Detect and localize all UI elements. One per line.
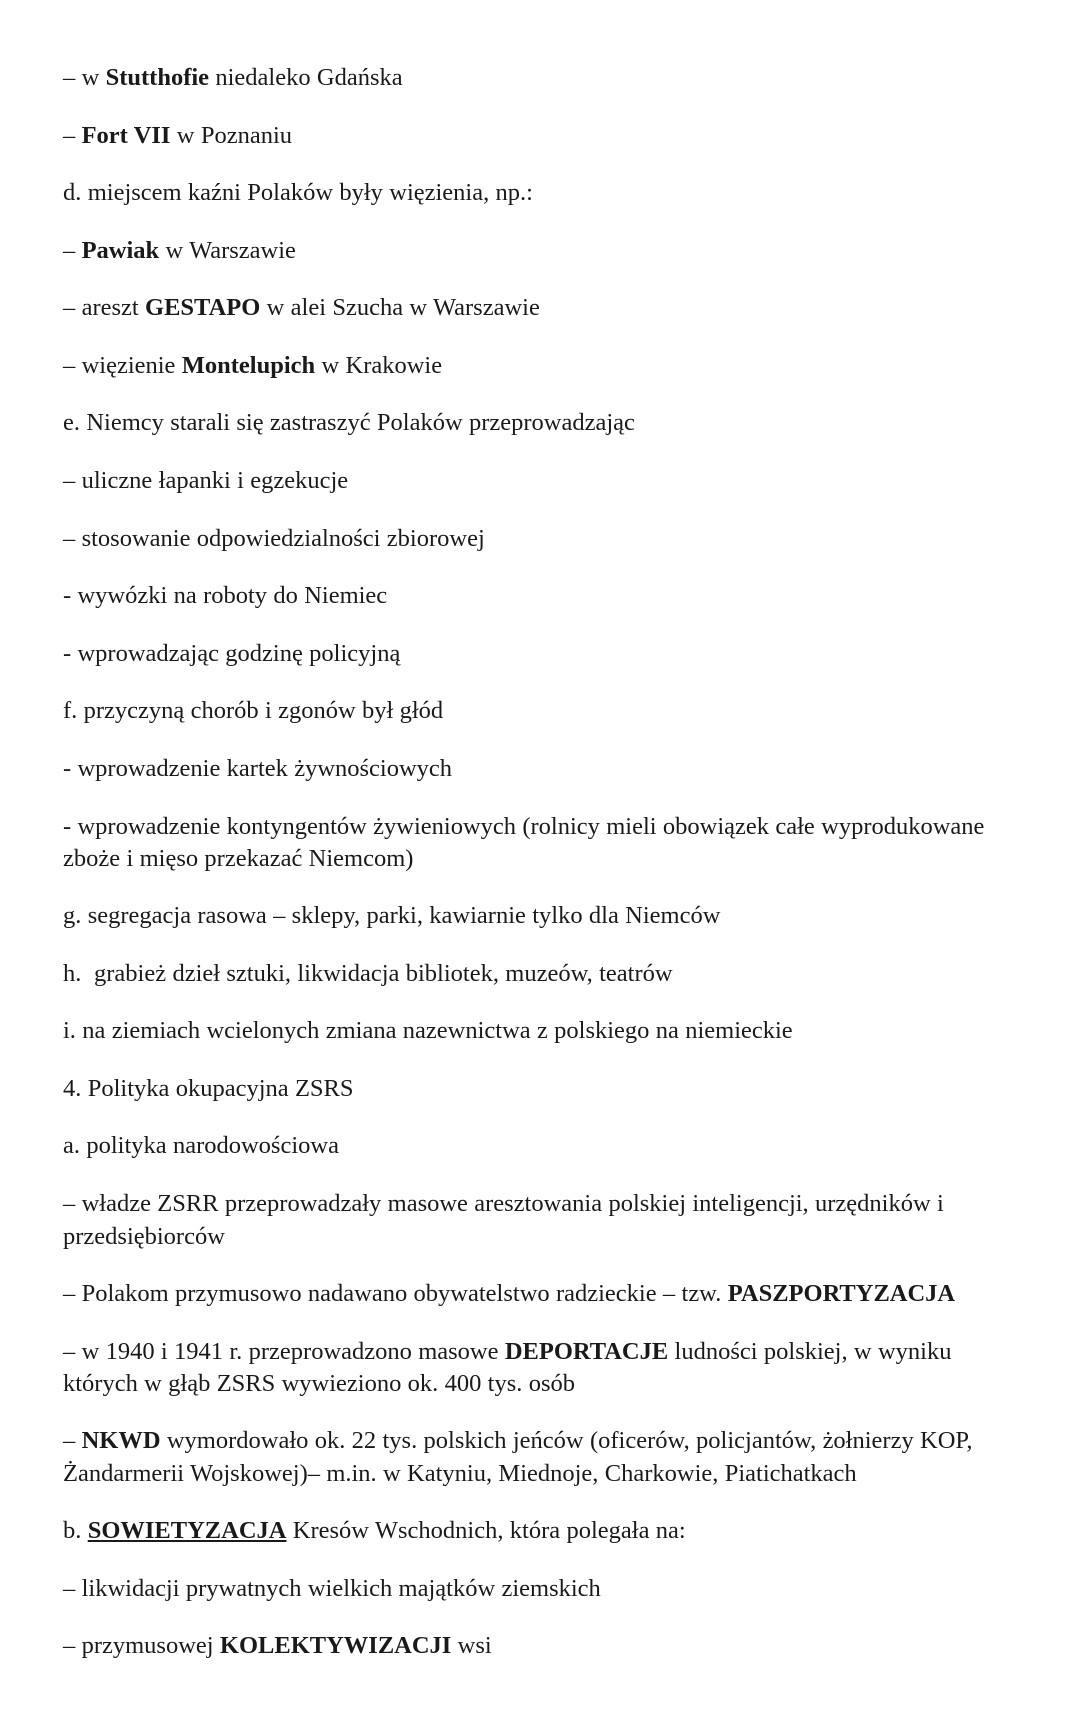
bold-term: Fort VII xyxy=(81,121,171,149)
text-run: – w xyxy=(63,64,106,91)
paragraph-p-lapanki xyxy=(63,465,1000,498)
paragraph-p-zbiorowa xyxy=(63,523,1000,556)
text-run: – Polakom przymusowo nadawano obywatelstwo radzieckie – tzw. xyxy=(63,1280,728,1308)
bold-term: DEPORTACJE xyxy=(504,1337,669,1365)
text-run: a. polityka narodowościowa xyxy=(63,1132,339,1160)
paragraph-p-fort-vii xyxy=(63,120,1000,153)
paragraph-p-kontyngenty xyxy=(63,811,1000,876)
text-run: - wprowadzając godzinę policyjną xyxy=(63,639,401,667)
paragraph-p-f-glod xyxy=(63,695,1000,728)
bold-term: PASZPORTYZACJA xyxy=(727,1280,956,1308)
text-run: i. na ziemiach wcielonych zmiana nazewnictwa z polskiego na niemieckie xyxy=(63,1017,793,1045)
paragraph-p-h-grabiez xyxy=(63,958,1000,991)
paragraph-p-d-wiezienia xyxy=(63,177,1000,210)
text-run: Kresów Wschodnich, która polegała na: xyxy=(286,1517,686,1545)
paragraph-p-aresztowania xyxy=(63,1188,1000,1253)
text-run: w Poznaniu xyxy=(170,121,293,149)
text-run: – xyxy=(63,121,82,149)
bold-underlined-term: SOWIETYZACJA xyxy=(87,1517,287,1545)
text-run: – w 1940 i 1941 r. przeprowadzono masowe xyxy=(63,1337,505,1365)
text-run: - wywózki na roboty do Niemiec xyxy=(63,582,388,610)
paragraph-p-likwidacja-majatkow xyxy=(63,1573,1000,1606)
document-text-column xyxy=(63,62,1000,1663)
text-run: ludności polskiej, w wyniku których w głąb ZSRS wywieziono ok. 400 tys. osób xyxy=(63,1337,958,1398)
paragraph-p-kartki xyxy=(63,753,1000,786)
paragraph-p-i-nazewnictwo xyxy=(63,1015,1000,1048)
text-run: – xyxy=(63,1427,82,1455)
paragraph-p-a-narodowosciowa xyxy=(63,1130,1000,1163)
paragraph-p-kolektywizacja xyxy=(63,1630,1000,1663)
bold-term: Stutthofie xyxy=(105,64,210,91)
text-run: – stosowanie odpowiedzialności zbiorowej xyxy=(63,524,485,552)
text-run: – więzienie xyxy=(63,351,182,379)
bold-term: KOLEKTYWIZACJI xyxy=(219,1632,452,1660)
bold-term: Pawiak xyxy=(81,236,160,264)
text-run: w Warszawie xyxy=(159,236,296,264)
bold-term: Montelupich xyxy=(181,351,316,379)
text-run: 4. Polityka okupacyjna ZSRS xyxy=(63,1074,354,1102)
text-run: wsi xyxy=(451,1632,492,1660)
paragraph-p-pawiak xyxy=(63,235,1000,268)
text-run: h. grabież dzieł sztuki, likwidacja bibliotek, muzeów, teatrów xyxy=(63,959,673,987)
paragraph-p-deportacje xyxy=(63,1336,1000,1401)
bold-term: NKWD xyxy=(81,1427,161,1455)
paragraph-p-b-sowietyzacja xyxy=(63,1515,1000,1548)
paragraph-p-stutthof xyxy=(63,62,1000,95)
text-run: d. miejscem kaźni Polaków były więzienia, np.: xyxy=(63,179,533,207)
text-run: w alei Szucha w Warszawie xyxy=(260,294,540,322)
text-run: w Krakowie xyxy=(315,351,443,379)
paragraph-p-montelupich xyxy=(63,350,1000,383)
text-run: g. segregacja rasowa – sklepy, parki, kawiarnie tylko dla Niemców xyxy=(63,902,721,930)
paragraph-p-gestapo xyxy=(63,292,1000,325)
text-run: niedaleko Gdańska xyxy=(209,64,403,91)
text-run: – przymusowej xyxy=(63,1632,220,1660)
text-run: – xyxy=(63,236,82,264)
text-run: – uliczne łapanki i egzekucje xyxy=(63,467,349,495)
text-run: – likwidacji prywatnych wielkich majątków ziemskich xyxy=(63,1574,601,1602)
paragraph-p-heading-4 xyxy=(63,1073,1000,1106)
text-run: – areszt xyxy=(63,294,146,322)
text-run: f. przyczyną chorób i zgonów był głód xyxy=(63,697,444,725)
paragraph-p-godzina-policyjna xyxy=(63,638,1000,671)
paragraph-p-g-segregacja xyxy=(63,900,1000,933)
bold-term: GESTAPO xyxy=(145,294,261,322)
text-run: wymordowało ok. 22 tys. polskich jeńców (oficerów, policjantów, żołnierzy KOP, Żandarmerii Wojskowej)– m.in. w Katyniu, Miednoje, Charkowie, Piatichatkach xyxy=(63,1427,979,1487)
paragraph-p-wywozki xyxy=(63,580,1000,613)
paragraph-p-nkwd xyxy=(63,1425,1000,1490)
paragraph-p-e-zastraszyc xyxy=(63,407,1000,440)
text-run: - wprowadzenie kartek żywnościowych xyxy=(63,754,453,782)
text-run: b. xyxy=(63,1517,88,1545)
text-run: - wprowadzenie kontyngentów żywieniowych (rolnicy mieli obowiązek całe wyprodukowane zboże i mięso przekazać Niemcom) xyxy=(63,812,991,872)
text-run: e. Niemcy starali się zastraszyć Polaków przeprowadzając xyxy=(63,409,635,437)
paragraph-p-paszportyzacja xyxy=(63,1278,1000,1311)
text-run: – władze ZSRR przeprowadzały masowe aresztowania polskiej inteligencji, urzędników i przedsiębiorców xyxy=(63,1190,951,1250)
